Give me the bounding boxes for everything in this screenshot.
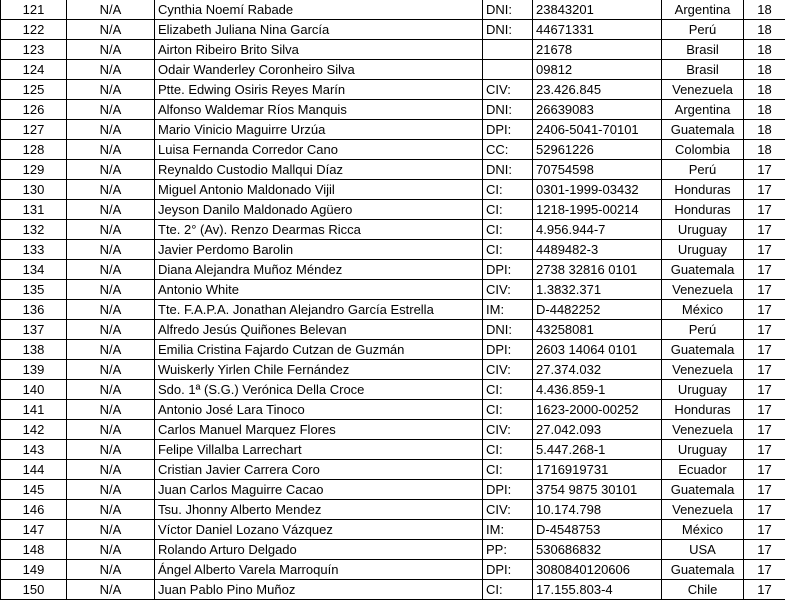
name-cell: Felipe Villalba Larrechart [155, 440, 483, 460]
count-cell: 17 [744, 360, 785, 380]
status-cell: N/A [67, 380, 155, 400]
table-row [1, 500, 785, 520]
row-number-cell: 141 [1, 400, 67, 420]
row-number-cell: 133 [1, 240, 67, 260]
count-cell: 17 [744, 380, 785, 400]
name-cell: Ptte. Edwing Osiris Reyes Marín [155, 80, 483, 100]
row-number-cell: 130 [1, 180, 67, 200]
name-cell: Víctor Daniel Lozano Vázquez [155, 520, 483, 540]
status-cell: N/A [67, 420, 155, 440]
document-number-cell: 52961226 [533, 140, 662, 160]
name-cell: Luisa Fernanda Corredor Cano [155, 140, 483, 160]
table-row [1, 420, 785, 440]
country-cell: Venezuela [662, 420, 744, 440]
status-cell: N/A [67, 500, 155, 520]
row-number-cell: 124 [1, 60, 67, 80]
country-cell: Guatemala [662, 260, 744, 280]
table-row [1, 60, 785, 80]
document-type-cell: IM: [483, 520, 533, 540]
count-cell: 18 [744, 20, 785, 40]
document-type-cell: CIV: [483, 280, 533, 300]
document-number-cell: 530686832 [533, 540, 662, 560]
table-row [1, 320, 785, 340]
row-number-cell: 140 [1, 380, 67, 400]
status-cell: N/A [67, 340, 155, 360]
count-cell: 17 [744, 300, 785, 320]
document-number-cell: 21678 [533, 40, 662, 60]
row-number-cell: 129 [1, 160, 67, 180]
status-cell: N/A [67, 200, 155, 220]
count-cell: 17 [744, 280, 785, 300]
country-cell: Guatemala [662, 340, 744, 360]
count-cell: 17 [744, 500, 785, 520]
name-cell: Tsu. Jhonny Alberto Mendez [155, 500, 483, 520]
name-cell: Diana Alejandra Muñoz Méndez [155, 260, 483, 280]
document-type-cell: DNI: [483, 20, 533, 40]
country-cell: Argentina [662, 100, 744, 120]
row-number-cell: 145 [1, 480, 67, 500]
document-type-cell: DNI: [483, 100, 533, 120]
name-cell: Rolando Arturo Delgado [155, 540, 483, 560]
row-number-cell: 149 [1, 560, 67, 580]
document-type-cell: CI: [483, 400, 533, 420]
count-cell: 17 [744, 260, 785, 280]
table-row [1, 0, 785, 20]
country-cell: Uruguay [662, 440, 744, 460]
table-row [1, 440, 785, 460]
status-cell: N/A [67, 140, 155, 160]
document-number-cell: 4.436.859-1 [533, 380, 662, 400]
status-cell: N/A [67, 0, 155, 20]
row-number-cell: 135 [1, 280, 67, 300]
row-number-cell: 134 [1, 260, 67, 280]
row-number-cell: 122 [1, 20, 67, 40]
table-row [1, 160, 785, 180]
table-row [1, 220, 785, 240]
count-cell: 17 [744, 580, 785, 600]
document-number-cell: 4489482-3 [533, 240, 662, 260]
document-number-cell: 70754598 [533, 160, 662, 180]
name-cell: Wuiskerly Yirlen Chile Fernández [155, 360, 483, 380]
document-number-cell: 10.174.798 [533, 500, 662, 520]
table-row [1, 340, 785, 360]
table-body [1, 0, 785, 600]
count-cell: 17 [744, 560, 785, 580]
country-cell: Uruguay [662, 220, 744, 240]
document-type-cell: DPI: [483, 260, 533, 280]
status-cell: N/A [67, 520, 155, 540]
name-cell: Alfredo Jesús Quiñones Belevan [155, 320, 483, 340]
status-cell: N/A [67, 60, 155, 80]
row-number-cell: 142 [1, 420, 67, 440]
count-cell: 18 [744, 100, 785, 120]
country-cell: Venezuela [662, 500, 744, 520]
document-type-cell: DPI: [483, 120, 533, 140]
name-cell: Tte. 2° (Av). Renzo Dearmas Ricca [155, 220, 483, 240]
table-row [1, 260, 785, 280]
row-number-cell: 147 [1, 520, 67, 540]
row-number-cell: 125 [1, 80, 67, 100]
row-number-cell: 121 [1, 0, 67, 20]
document-number-cell: 5.447.268-1 [533, 440, 662, 460]
status-cell: N/A [67, 120, 155, 140]
document-type-cell: DNI: [483, 160, 533, 180]
count-cell: 17 [744, 160, 785, 180]
document-number-cell: 43258081 [533, 320, 662, 340]
name-cell: Ángel Alberto Varela Marroquín [155, 560, 483, 580]
country-cell: Perú [662, 320, 744, 340]
status-cell: N/A [67, 100, 155, 120]
country-cell: México [662, 520, 744, 540]
table-row [1, 300, 785, 320]
count-cell: 18 [744, 40, 785, 60]
document-number-cell: 4.956.944-7 [533, 220, 662, 240]
name-cell: Cynthia Noemí Rabade [155, 0, 483, 20]
name-cell: Antonio José Lara Tinoco [155, 400, 483, 420]
document-type-cell: CI: [483, 180, 533, 200]
document-type-cell: CIV: [483, 360, 533, 380]
country-cell: Uruguay [662, 240, 744, 260]
row-number-cell: 137 [1, 320, 67, 340]
name-cell: Miguel Antonio Maldonado Vijil [155, 180, 483, 200]
table-row [1, 380, 785, 400]
status-cell: N/A [67, 160, 155, 180]
document-number-cell: 17.155.803-4 [533, 580, 662, 600]
document-type-cell: DPI: [483, 480, 533, 500]
document-number-cell: 27.042.093 [533, 420, 662, 440]
document-number-cell: 23843201 [533, 0, 662, 20]
status-cell: N/A [67, 20, 155, 40]
table-row [1, 80, 785, 100]
status-cell: N/A [67, 80, 155, 100]
count-cell: 18 [744, 60, 785, 80]
count-cell: 17 [744, 540, 785, 560]
status-cell: N/A [67, 320, 155, 340]
document-number-cell: D-4482252 [533, 300, 662, 320]
count-cell: 18 [744, 120, 785, 140]
name-cell: Odair Wanderley Coronheiro Silva [155, 60, 483, 80]
table-row [1, 40, 785, 60]
table-row [1, 540, 785, 560]
document-type-cell: CC: [483, 140, 533, 160]
table-row [1, 120, 785, 140]
table-row [1, 140, 785, 160]
status-cell: N/A [67, 260, 155, 280]
status-cell: N/A [67, 440, 155, 460]
table-row [1, 280, 785, 300]
country-cell: USA [662, 540, 744, 560]
country-cell: Colombia [662, 140, 744, 160]
status-cell: N/A [67, 220, 155, 240]
row-number-cell: 131 [1, 200, 67, 220]
country-cell: Venezuela [662, 360, 744, 380]
country-cell: Guatemala [662, 480, 744, 500]
document-type-cell: CI: [483, 240, 533, 260]
document-type-cell: CIV: [483, 500, 533, 520]
count-cell: 18 [744, 80, 785, 100]
name-cell: Alfonso Waldemar Ríos Manquis [155, 100, 483, 120]
name-cell: Javier Perdomo Barolin [155, 240, 483, 260]
document-number-cell: 26639083 [533, 100, 662, 120]
country-cell: Honduras [662, 400, 744, 420]
row-number-cell: 150 [1, 580, 67, 600]
document-number-cell: 1716919731 [533, 460, 662, 480]
document-number-cell: 1.3832.371 [533, 280, 662, 300]
row-number-cell: 139 [1, 360, 67, 380]
document-type-cell: CI: [483, 220, 533, 240]
row-number-cell: 144 [1, 460, 67, 480]
status-cell: N/A [67, 300, 155, 320]
status-cell: N/A [67, 40, 155, 60]
name-cell: Cristian Javier Carrera Coro [155, 460, 483, 480]
count-cell: 17 [744, 200, 785, 220]
document-type-cell: CI: [483, 580, 533, 600]
country-cell: Ecuador [662, 460, 744, 480]
status-cell: N/A [67, 280, 155, 300]
document-type-cell: CI: [483, 440, 533, 460]
document-type-cell [483, 60, 533, 80]
country-cell: Brasil [662, 60, 744, 80]
document-type-cell: CIV: [483, 420, 533, 440]
table-row [1, 460, 785, 480]
count-cell: 17 [744, 320, 785, 340]
document-number-cell: 23.426.845 [533, 80, 662, 100]
count-cell: 17 [744, 460, 785, 480]
status-cell: N/A [67, 460, 155, 480]
count-cell: 17 [744, 420, 785, 440]
document-number-cell: 1623-2000-00252 [533, 400, 662, 420]
document-type-cell: CI: [483, 460, 533, 480]
row-number-cell: 128 [1, 140, 67, 160]
row-number-cell: 127 [1, 120, 67, 140]
document-type-cell: IM: [483, 300, 533, 320]
table-row [1, 560, 785, 580]
country-cell: Perú [662, 20, 744, 40]
table-row [1, 200, 785, 220]
table-row [1, 180, 785, 200]
name-cell: Sdo. 1ª (S.G.) Verónica Della Croce [155, 380, 483, 400]
table-row [1, 520, 785, 540]
name-cell: Juan Carlos Maguirre Cacao [155, 480, 483, 500]
name-cell: Tte. F.A.P.A. Jonathan Alejandro García Estrella [155, 300, 483, 320]
status-cell: N/A [67, 580, 155, 600]
status-cell: N/A [67, 360, 155, 380]
row-number-cell: 138 [1, 340, 67, 360]
name-cell: Juan Pablo Pino Muñoz [155, 580, 483, 600]
name-cell: Reynaldo Custodio Mallqui Díaz [155, 160, 483, 180]
country-cell: Venezuela [662, 280, 744, 300]
count-cell: 18 [744, 140, 785, 160]
name-cell: Jeyson Danilo Maldonado Agüero [155, 200, 483, 220]
document-type-cell: DPI: [483, 340, 533, 360]
country-cell: Uruguay [662, 380, 744, 400]
document-number-cell: 44671331 [533, 20, 662, 40]
count-cell: 17 [744, 340, 785, 360]
country-cell: Venezuela [662, 80, 744, 100]
table-row [1, 400, 785, 420]
row-number-cell: 136 [1, 300, 67, 320]
row-number-cell: 148 [1, 540, 67, 560]
table-row [1, 240, 785, 260]
name-cell: Airton Ribeiro Brito Silva [155, 40, 483, 60]
status-cell: N/A [67, 540, 155, 560]
count-cell: 17 [744, 440, 785, 460]
status-cell: N/A [67, 480, 155, 500]
status-cell: N/A [67, 400, 155, 420]
status-cell: N/A [67, 560, 155, 580]
row-number-cell: 126 [1, 100, 67, 120]
country-cell: Argentina [662, 0, 744, 20]
status-cell: N/A [67, 180, 155, 200]
document-number-cell: 3080840120606 [533, 560, 662, 580]
document-number-cell: 27.374.032 [533, 360, 662, 380]
document-type-cell: DNI: [483, 0, 533, 20]
country-cell: Honduras [662, 180, 744, 200]
country-cell: Perú [662, 160, 744, 180]
document-number-cell: 2406-5041-70101 [533, 120, 662, 140]
count-cell: 17 [744, 480, 785, 500]
row-number-cell: 132 [1, 220, 67, 240]
table-row [1, 100, 785, 120]
document-type-cell: CIV: [483, 80, 533, 100]
name-cell: Antonio White [155, 280, 483, 300]
table-row [1, 580, 785, 600]
table-row [1, 360, 785, 380]
document-type-cell: DNI: [483, 320, 533, 340]
count-cell: 17 [744, 520, 785, 540]
country-cell: Guatemala [662, 120, 744, 140]
count-cell: 17 [744, 220, 785, 240]
document-number-cell: 2603 14064 0101 [533, 340, 662, 360]
name-cell: Carlos Manuel Marquez Flores [155, 420, 483, 440]
country-cell: Chile [662, 580, 744, 600]
status-cell: N/A [67, 240, 155, 260]
table-row [1, 20, 785, 40]
document-number-cell: 2738 32816 0101 [533, 260, 662, 280]
count-cell: 17 [744, 180, 785, 200]
name-cell: Elizabeth Juliana Nina García [155, 20, 483, 40]
table-row [1, 480, 785, 500]
country-cell: Brasil [662, 40, 744, 60]
country-cell: México [662, 300, 744, 320]
name-cell: Emilia Cristina Fajardo Cutzan de Guzmán [155, 340, 483, 360]
row-number-cell: 123 [1, 40, 67, 60]
document-number-cell: D-4548753 [533, 520, 662, 540]
document-number-cell: 1218-1995-00214 [533, 200, 662, 220]
document-type-cell: CI: [483, 380, 533, 400]
document-number-cell: 09812 [533, 60, 662, 80]
name-cell: Mario Vinicio Maguirre Urzúa [155, 120, 483, 140]
country-cell: Honduras [662, 200, 744, 220]
country-cell: Guatemala [662, 560, 744, 580]
row-number-cell: 146 [1, 500, 67, 520]
count-cell: 18 [744, 0, 785, 20]
count-cell: 17 [744, 400, 785, 420]
document-type-cell: CI: [483, 200, 533, 220]
document-number-cell: 3754 9875 30101 [533, 480, 662, 500]
document-type-cell: DPI: [483, 560, 533, 580]
document-number-cell: 0301-1999-03432 [533, 180, 662, 200]
document-type-cell: PP: [483, 540, 533, 560]
document-type-cell [483, 40, 533, 60]
row-number-cell: 143 [1, 440, 67, 460]
count-cell: 17 [744, 240, 785, 260]
